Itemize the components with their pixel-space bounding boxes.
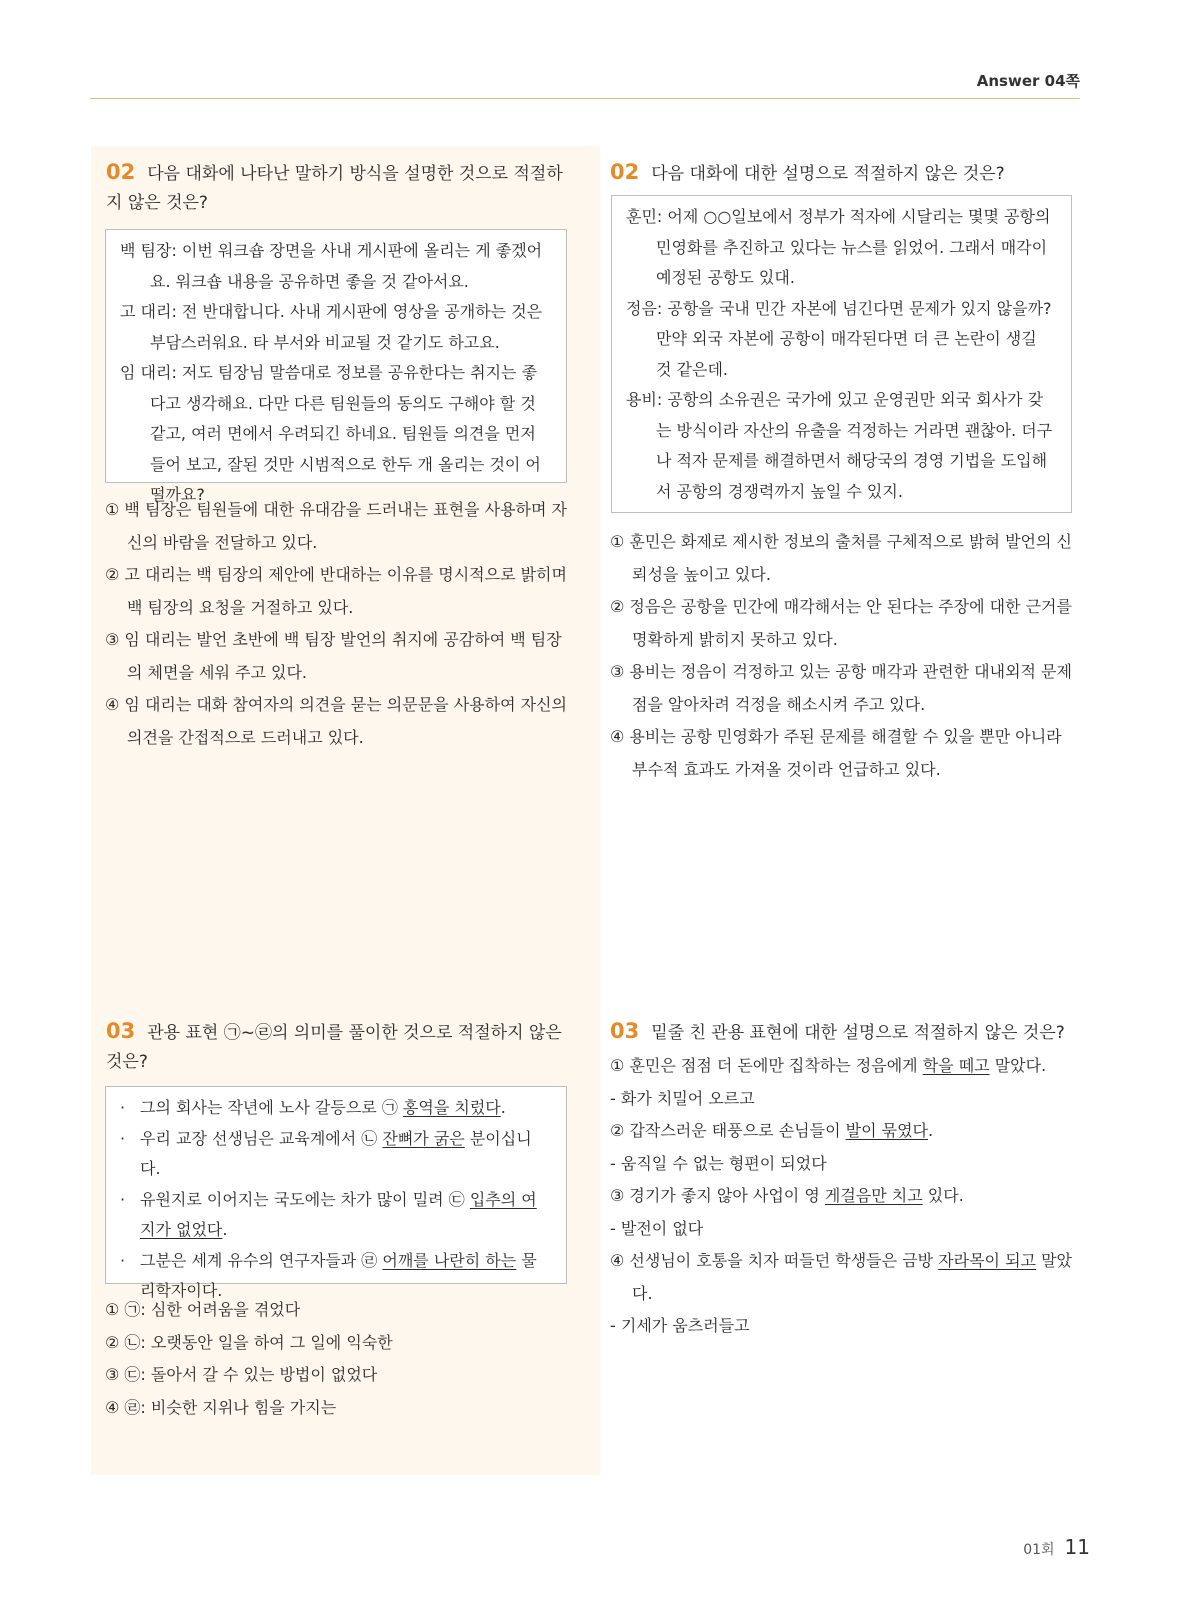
example-item: · 유원지로 이어지는 국도에는 차가 많이 밀려 ㉢ 입추의 여지가 없었다. — [120, 1185, 552, 1246]
right-q03-options — [610, 1050, 1075, 1343]
bullet-dot-icon: · — [120, 1250, 126, 1270]
right-q02-dialogue-box — [611, 195, 1072, 513]
right-q02-question — [610, 158, 1075, 189]
question-text: 밑줄 친 관용 표현에 대한 설명으로 적절하지 않은 것은? — [651, 1023, 1065, 1043]
bullet-dot-icon: · — [120, 1128, 126, 1148]
dialogue-line: 백 팀장: 이번 워크숍 장면을 사내 게시판에 올리는 게 좋겠어요. 워크숍 내용을 공유하면 좋을 것 같아서요. — [120, 241, 543, 291]
option-2[interactable]: ② 갑작스러운 태풍으로 손님들이 발이 묶였다. — [610, 1121, 934, 1140]
option-3-meaning: - 발전이 없다 — [610, 1218, 704, 1238]
right-q03-question — [610, 1017, 1075, 1048]
question-text: 관용 표현 ㉠~㉣의 의미를 풀이한 것으로 적절하지 않은 것은? — [106, 1023, 562, 1072]
question-text: 다음 대화에 나타난 말하기 방식을 설명한 것으로 적절하지 않은 것은? — [106, 164, 563, 213]
example-item: · 그의 회사는 작년에 노사 갈등으로 ㉠ 홍역을 치렀다. — [120, 1093, 552, 1124]
left-q02-question — [106, 158, 576, 218]
answer-reference: Answer 04쪽 — [976, 72, 1080, 90]
option-4[interactable]: ④ ㉣: 비슷한 지위나 힘을 가지는 — [105, 1397, 337, 1417]
dialogue-line: 용비: 공항의 소유권은 국가에 있고 운영권만 외국 회사가 갖는 방식이라 자산의 유출을 걱정하는 거라면 괜찮아. 더구나 적자 문제를 해결하면서 해당국의 경영 기법을 도입해서 공항의 경쟁력까지 높일 수 있지. — [626, 390, 1053, 501]
question-number: 02 — [106, 160, 136, 184]
option-4[interactable]: ④ 용비는 공항 민영화가 주된 문제를 해결할 수 있을 뿐만 아니라 부수적 효과도 가져올 것이라 언급하고 있다. — [610, 727, 1062, 779]
bullet-dot-icon: · — [120, 1189, 126, 1209]
option-2[interactable]: ② 고 대리는 백 팀장의 제안에 반대하는 이유를 명시적으로 밝히며 백 팀장의 요청을 거절하고 있다. — [105, 565, 567, 617]
page-header — [90, 70, 1080, 99]
option-1[interactable]: ① ㉠: 심한 어려움을 겪었다 — [105, 1300, 301, 1319]
option-1[interactable]: ① 훈민은 점점 더 돈에만 집착하는 정음에게 학을 떼고 말았다. — [610, 1056, 1047, 1075]
option-4[interactable]: ④ 선생님이 호통을 치자 떠들던 학생들은 금방 자라목이 되고 말았다. — [610, 1251, 1072, 1303]
option-4[interactable]: ④ 임 대리는 대화 참여자의 의견을 묻는 의문문을 사용하여 자신의 의견을 간접적으로 드러내고 있다. — [105, 695, 567, 747]
left-q03-question — [106, 1017, 576, 1077]
example-item: · 우리 교장 선생님은 교육계에서 ㉡ 잔뼈가 굵은 분이십니다. — [120, 1124, 552, 1185]
left-q02-options — [105, 494, 570, 754]
option-2[interactable]: ② ㉡: 오랫동안 일을 하여 그 일에 익숙한 — [105, 1332, 393, 1352]
option-3[interactable]: ③ 용비는 정음이 걱정하고 있는 공항 매각과 관련한 대내외적 문제점을 알아차려 걱정을 해소시켜 주고 있다. — [610, 662, 1072, 714]
option-1[interactable]: ① 백 팀장은 팀원들에 대한 유대감을 드러내는 표현을 사용하며 자신의 바람을 전달하고 있다. — [105, 500, 567, 552]
page-footer — [1023, 1535, 1090, 1559]
option-1[interactable]: ① 훈민은 화제로 제시한 정보의 출처를 구체적으로 밝혀 발언의 신뢰성을 높이고 있다. — [610, 532, 1072, 584]
option-1-meaning: - 화가 치밀어 오르고 — [610, 1088, 755, 1108]
left-q02-dialogue-box — [105, 229, 567, 504]
left-q03-options — [105, 1294, 570, 1424]
option-3[interactable]: ③ 경기가 좋지 않아 사업이 영 게걸음만 치고 있다. — [610, 1186, 964, 1205]
page-number: 11 — [1064, 1535, 1090, 1559]
left-q03-example-box — [105, 1086, 567, 1300]
question-text: 다음 대화에 대한 설명으로 적절하지 않은 것은? — [651, 164, 1005, 184]
session-label: 01회 — [1023, 1542, 1055, 1558]
right-q02-options — [610, 526, 1075, 786]
dialogue-line: 고 대리: 전 반대합니다. 사내 게시판에 영상을 공개하는 것은 부담스러워요. 타 부서와 비교될 것 같기도 하고요. — [120, 302, 543, 352]
option-3[interactable]: ③ 임 대리는 발언 초반에 백 팀장 발언의 취지에 공감하여 백 팀장의 체면을 세워 주고 있다. — [105, 630, 562, 682]
option-4-meaning: - 기세가 움츠러들고 — [610, 1316, 750, 1335]
dialogue-line: 정음: 공항을 국내 민간 자본에 넘긴다면 문제가 있지 않을까? 만약 외국 자본에 공항이 매각된다면 더 큰 논란이 생길 것 같은데. — [626, 298, 1052, 379]
question-number: 03 — [106, 1019, 136, 1043]
question-number: 03 — [610, 1019, 640, 1043]
option-2-meaning: - 움직일 수 없는 형편이 되었다 — [610, 1153, 827, 1173]
option-3[interactable]: ③ ㉢: 돌아서 갈 수 있는 방법이 없었다 — [105, 1365, 378, 1384]
dialogue-line: 훈민: 어제 ○○일보에서 정부가 적자에 시달리는 몇몇 공항의 민영화를 추진하고 있다는 뉴스를 읽었어. 그래서 매각이 예정된 공항도 있대. — [626, 207, 1051, 287]
question-number: 02 — [610, 160, 640, 184]
example-item: · 그분은 세계 유수의 연구자들과 ㉣ 어깨를 나란히 하는 물리학자이다. — [120, 1246, 552, 1307]
dialogue-line: 임 대리: 저도 팀장님 말씀대로 정보를 공유한다는 취지는 좋다고 생각해요. 다만 다른 팀원들의 동의도 구해야 할 것 같고, 여러 면에서 우려되긴 하네요. 팀원들 의견을 먼저 들어 보고, 잘된 것만 시범적으로 한두 개 올리는 것이 어떨까요? — [120, 363, 541, 504]
bullet-dot-icon: · — [120, 1098, 126, 1117]
option-2[interactable]: ② 정음은 공항을 민간에 매각해서는 안 된다는 주장에 대한 근거를 명확하게 밝히지 못하고 있다. — [610, 597, 1072, 649]
